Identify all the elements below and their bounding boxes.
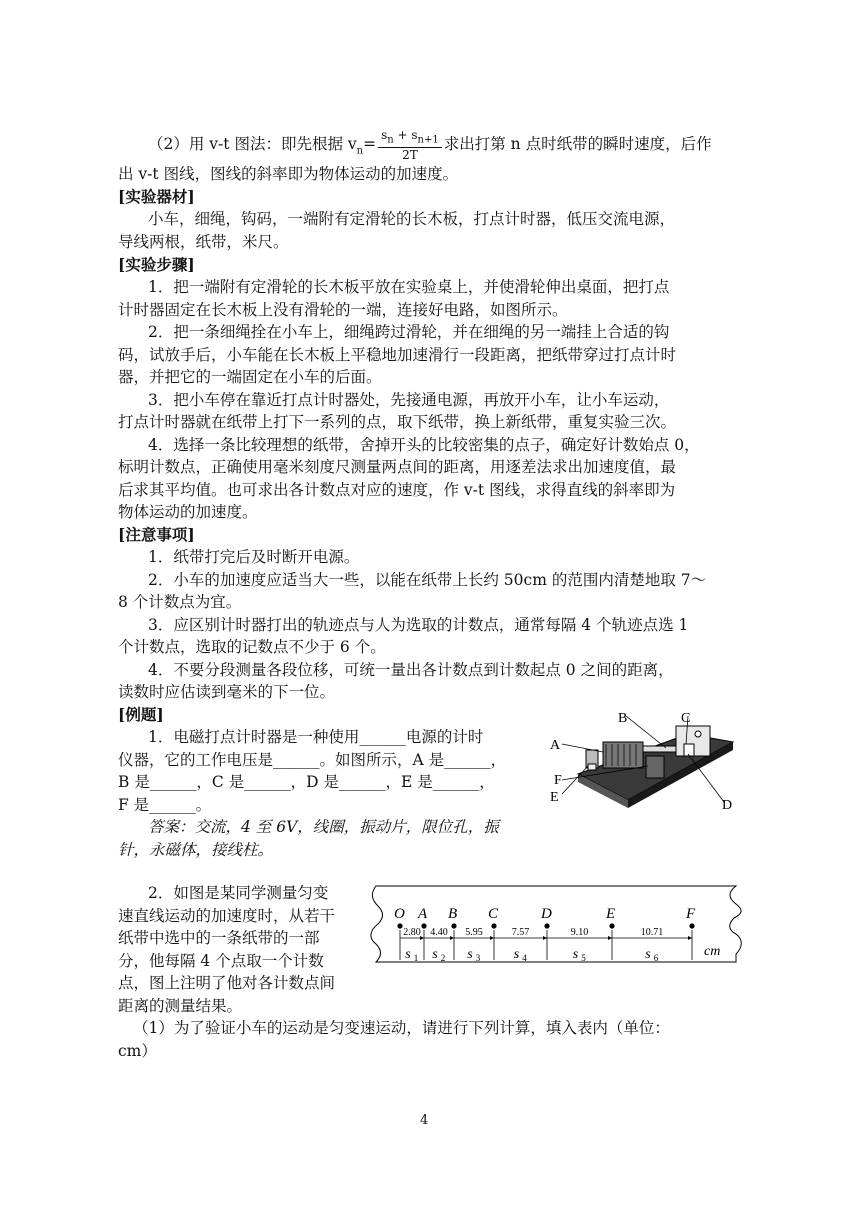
q1-answer-line: 针，永磁体，接线柱。	[118, 841, 274, 859]
step-line: 码，试放手后，小车能在长木板上平稳地加速滑行一段距离，把纸带穿过打点计时	[118, 346, 677, 364]
page-number: 4	[420, 1113, 429, 1128]
timer-label-d: D	[722, 798, 733, 813]
timer-label-b: B	[618, 711, 628, 726]
tape-segment-subscript: 6	[653, 953, 659, 963]
intro-text-post: 求出打第 n 点时纸带的瞬时速度，后作	[443, 135, 712, 154]
tape-segment-label: s	[405, 947, 411, 962]
timer-label-e: E	[550, 790, 559, 805]
timer-diagram	[548, 704, 748, 816]
tape-segment-subscript: 1	[413, 953, 419, 963]
tape-point-label: O	[394, 906, 405, 922]
tape-segment-subscript: 2	[440, 953, 446, 963]
q2-line: 点，图上注明了他对各计数点间	[118, 974, 336, 992]
tape-segment-label: s	[513, 947, 520, 962]
step-line: 标明计数点，正确使用毫米刻度尺测量两点间的距离，用逐差法求出加速度值，最	[118, 458, 677, 476]
q1-answer-line: 答案：交流，4 至 6V，线圈，振动片，限位孔，振	[148, 818, 499, 836]
step-line: 1．把一端附有定滑轮的长木板平放在实验桌上，并使滑轮伸出桌面，把打点	[148, 278, 670, 296]
note-line: 8 个计数点为宜。	[118, 593, 242, 611]
tape-distance-label: 9.10	[570, 927, 589, 938]
tape-segment-label: s	[572, 947, 579, 962]
tape-point-label: A	[418, 906, 428, 922]
tape-distance-label: 5.95	[465, 927, 483, 938]
intro-eq: =	[363, 135, 377, 154]
tape-point-label: C	[488, 906, 499, 922]
tape-point-label: E	[606, 906, 616, 922]
q2-line: 纸带中选中的一条纸带的一部	[118, 929, 320, 947]
equipment-line-2: 导线两根，纸带，米尺。	[118, 233, 289, 251]
note-line: 3．应区别计时器打出的轨迹点与人为选取的计数点，通常每隔 4 个轨迹点选 1	[148, 616, 689, 634]
notes-heading: [注意事项]	[118, 525, 195, 544]
q1-line: 1．电磁打点计时器是一种使用______电源的计时	[148, 728, 484, 746]
step-line: 3．把小车停在靠近打点计时器处，先接通电源，再放开小车，让小车运动，	[148, 391, 670, 409]
tape-distance-label: 2.80	[403, 927, 421, 938]
q2-subquestion-unit: cm）	[118, 1042, 157, 1060]
velocity-fraction	[378, 128, 442, 162]
paper-tape-diagram	[366, 882, 746, 966]
tape-dot	[544, 923, 549, 928]
tape-dot	[689, 923, 694, 928]
tape-distance-label: 4.40	[430, 927, 448, 938]
q2-subquestion: （1）为了验证小车的运动是匀变速运动，请进行下列计算，填入表内（单位：	[133, 1019, 670, 1037]
tape-point-label: F	[686, 906, 696, 922]
tape-dot	[491, 923, 496, 928]
timer-label-a: A	[550, 738, 561, 753]
note-line: 1．纸带打完后及时断开电源。	[148, 548, 360, 566]
tape-dot	[609, 923, 614, 928]
note-line: 个计数点，选取的记数点不少于 6 个。	[118, 638, 386, 656]
tape-unit-label: cm	[704, 944, 721, 959]
tape-distance-label: 10.71	[640, 927, 664, 938]
step-line: 物体运动的加速度。	[118, 503, 258, 521]
q2-line: 2．如图是某同学测量匀变	[148, 884, 329, 902]
example-heading: [例题]	[118, 705, 164, 724]
note-line: 2．小车的加速度应适当大一些，以能在纸带上长约 50cm 的范围内清楚地取 7～	[148, 571, 707, 589]
tape-dot	[421, 923, 426, 928]
intro-line-2: 出 v-t 图线，图线的斜率即为物体运动的加速度。	[118, 165, 459, 183]
tape-segment-subscript: 3	[475, 953, 481, 963]
intro-sub-n: n	[356, 145, 364, 157]
tape-segment-subscript: 5	[581, 953, 586, 963]
q2-line: 速直线运动的加速度时，从若干	[118, 907, 336, 925]
intro-line-1	[148, 128, 712, 162]
step-line: 后求其平均值。也可求出各计数点对应的速度，作 v-t 图线，求得直线的斜率即为	[118, 481, 676, 499]
intro-text-pre: （2）用 v-t 图法：即先根据 v	[148, 135, 357, 154]
step-line: 打点计时器就在纸带上打下一系列的点，取下纸带，换上新纸带，重复实验三次。	[118, 413, 677, 431]
equipment-heading: [实验器材]	[118, 187, 195, 206]
tape-segment-label: s	[645, 947, 651, 962]
q2-line: 分，他每隔 4 个点取一个计数	[118, 952, 324, 970]
step-line: 2．把一条细绳拴在小车上，细绳跨过滑轮，并在细绳的另一端挂上合适的钩	[148, 323, 670, 341]
tape-segment-label: s	[467, 947, 473, 962]
note-line: 4．不要分段测量各段位移，可统一量出各计数点到计数起点 0 之间的距离，	[148, 661, 674, 679]
tape-dot	[451, 923, 456, 928]
tape-point-label: B	[448, 906, 458, 922]
equipment-line-1: 小车，细绳，钩码，一端附有定滑轮的长木板，打点计时器，低压交流电源，	[148, 210, 676, 228]
tape-dot	[397, 923, 402, 928]
q2-line: 距离的测量结果。	[118, 997, 243, 1015]
tape-point-label: D	[541, 906, 552, 922]
step-line: 4．选择一条比较理想的纸带，舍掉开头的比较密集的点子，确定好计数始点 0，	[148, 436, 700, 454]
fraction-denominator: 2T	[402, 148, 418, 163]
tape-distance-label: 7.57	[511, 927, 530, 938]
timer-label-c: C	[681, 711, 691, 726]
q1-line: F 是______。	[118, 796, 212, 814]
q1-line: 仪器，它的工作电压是______。如图所示，A 是______，	[118, 751, 507, 769]
fraction-numerator: $s_n + s_{n+1}$	[378, 128, 442, 148]
timer-label-f: F	[554, 773, 562, 788]
tape-segment-label: s	[432, 947, 438, 962]
q1-line: B 是______，C 是______，D 是______，E 是______，	[118, 773, 495, 791]
note-line: 读数时应估读到毫米的下一位。	[118, 683, 336, 701]
step-line: 器，并把它的一端固定在小车的后面。	[118, 368, 382, 386]
tape-segment-subscript: 4	[522, 953, 527, 963]
step-line: 计时器固定在长木板上没有滑轮的一端，连接好电路，如图所示。	[118, 301, 568, 319]
steps-heading: [实验步骤]	[118, 255, 195, 274]
